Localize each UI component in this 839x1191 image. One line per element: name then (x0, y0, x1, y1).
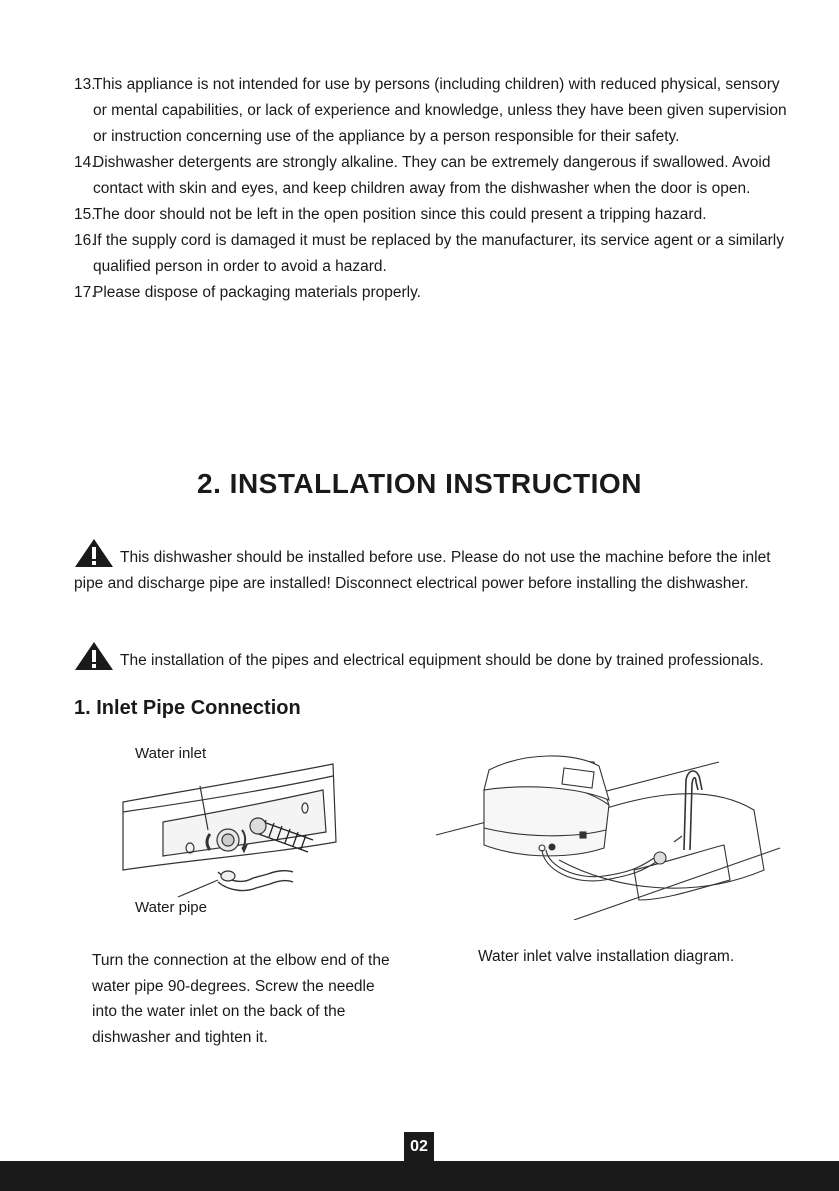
item-number: 16. (74, 232, 96, 249)
item-text: If the supply cord is damaged it must be replaced by the manufacturer, its service agent or a similarly qualified person in order to avoid a hazard. (93, 232, 784, 275)
list-item (74, 150, 794, 202)
inlet-connection-caption: Turn the connection at the elbow end of the water pipe 90-degrees. Screw the needle into the water inlet on the back of the dishwasher and tighten it. (92, 952, 390, 1046)
list-item (74, 228, 794, 280)
item-text: This appliance is not intended for use by persons (including children) with reduced physical, sensory or mental capabilities, or lack of experience and knowledge, unless they have been given supervision or instruction concerning use of the appliance by a person responsible for their safety. (93, 76, 787, 145)
item-number: 15. (74, 206, 96, 223)
list-item (74, 72, 794, 150)
water-inlet-label: Water inlet (135, 745, 207, 762)
inlet-valve-installation-illustration (434, 750, 790, 920)
item-number: 17. (74, 284, 96, 301)
warning-paragraph (74, 538, 794, 597)
warning-paragraph (74, 641, 794, 674)
subsection-title: 1. Inlet Pipe Connection (74, 697, 301, 719)
water-pipe-label: Water pipe (135, 899, 207, 916)
safety-list (74, 72, 794, 306)
warning-text: The installation of the pipes and electrical equipment should be done by trained professionals. (120, 652, 764, 669)
item-text: The door should not be left in the open position since this could present a tripping hazard. (93, 206, 707, 223)
page-number: 02 (404, 1132, 434, 1161)
warning-text: This dishwasher should be installed before use. Please do not use the machine before the inlet pipe and discharge pipe are installed! Disconnect electrical power before installing the dishwasher. (74, 549, 771, 592)
item-number: 13. (74, 76, 96, 93)
item-number: 14. (74, 154, 96, 171)
warning-triangle-icon (74, 641, 114, 671)
inlet-valve-caption: Water inlet valve installation diagram. (478, 948, 735, 965)
section-title: 2. INSTALLATION INSTRUCTION (197, 468, 642, 499)
warning-triangle-icon (74, 538, 114, 568)
item-text: Please dispose of packaging materials properly. (93, 284, 421, 301)
footer-bar (0, 1161, 839, 1191)
item-text: Dishwasher detergents are strongly alkaline. They can be extremely dangerous if swallowed. Avoid contact with skin and eyes, and keep children away from the dishwasher when the door is open. (93, 154, 771, 197)
list-item (74, 202, 794, 228)
inlet-connection-illustration (118, 742, 358, 922)
list-item (74, 280, 794, 306)
